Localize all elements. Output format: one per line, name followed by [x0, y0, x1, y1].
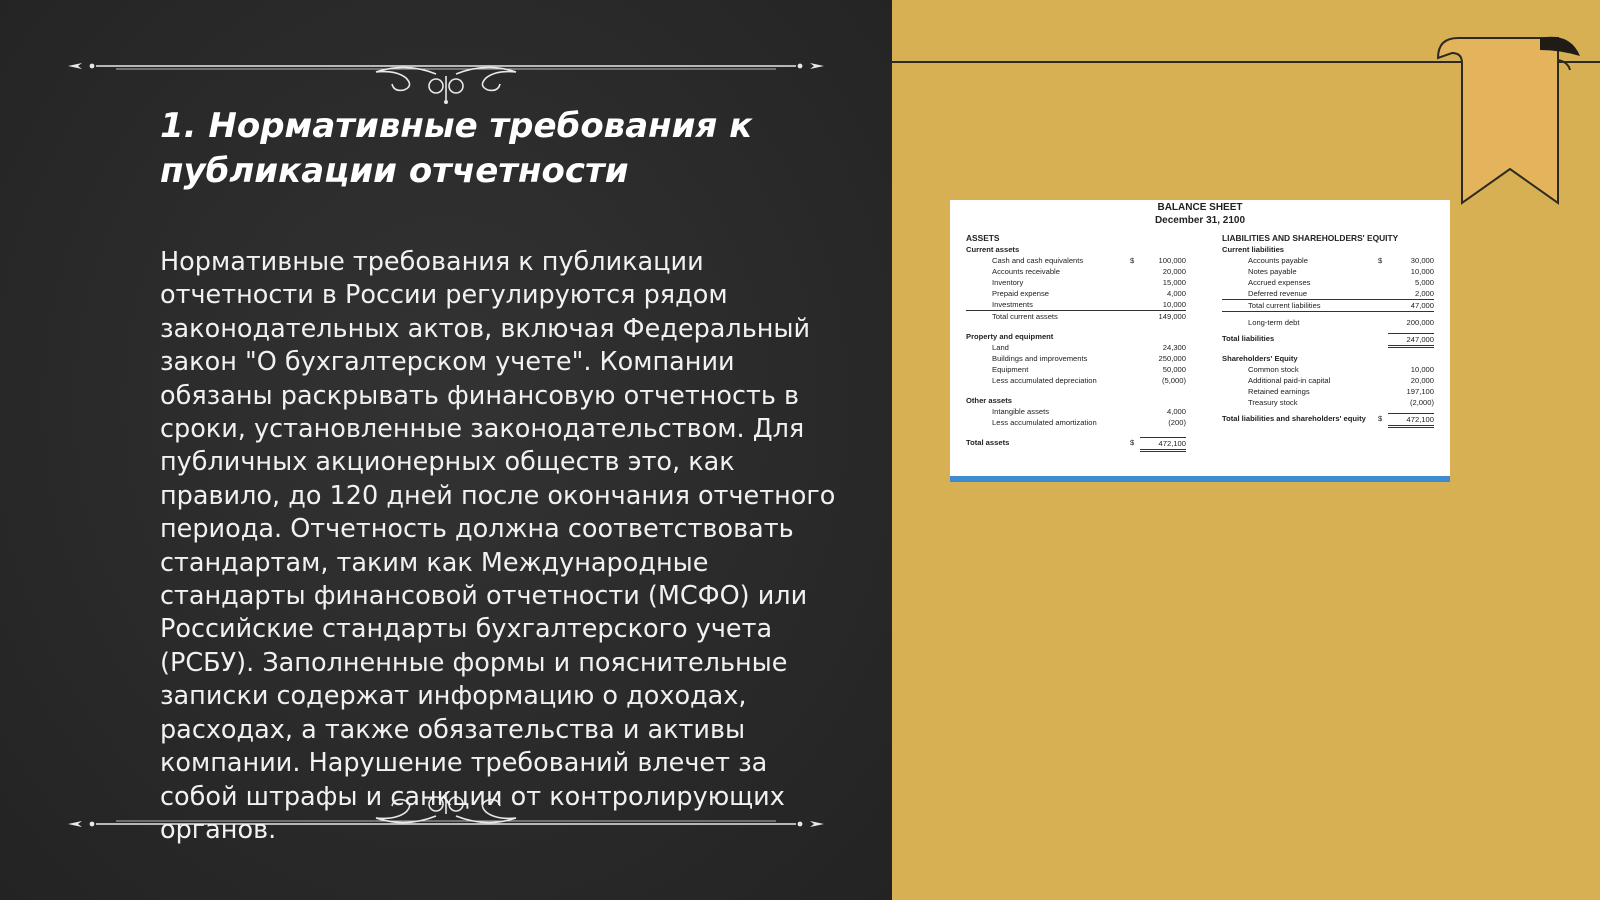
table-row: Land 24,300 — [992, 343, 1186, 352]
equity-heading: Shareholders' Equity — [1222, 354, 1298, 363]
total-liabilities-row: Total liabilities 247,000 — [1222, 333, 1434, 348]
table-row: Investments 10,000 — [966, 299, 1186, 311]
table-row: Accounts payable $ 30,000 — [1248, 256, 1434, 265]
total-current-liabilities-row: Total current liabilities 47,000 — [1222, 300, 1434, 312]
table-row: Common stock 10,000 — [1248, 365, 1434, 374]
table-row: Additional paid-in capital 20,000 — [1248, 376, 1434, 385]
table-row: Notes payable 10,000 — [1248, 267, 1434, 276]
current-assets-heading: Current assets — [966, 245, 1020, 254]
table-row: Accounts receivable 20,000 — [992, 267, 1186, 276]
slide-title: 1. Нормативные требования к публикации отчетности — [160, 106, 753, 191]
slide-body-text: Нормативные требования к публикации отчетности в России регулируются рядом законодательных актов, включая Федеральный закон "О бухгалтерском учете". Компании обязаны раскрывать финансовую отчетность в сроки, установленные законодательством. Для публичных акционерных обществ это, как правило, до 120 дней после окончания отчетного периода. Отчетность должна соответствовать стандартам, таким как Международные стандарты финансовой отчетности (МСФО) или Российские стандарты бухгалтерского учета (РСБУ). Заполненные формы и пояснительные записки содержат информацию о доходах, расходах, а также обязательства и активы компании. Нарушение требований влечет за собой штрафы и санкции от контролирующих органов. — [160, 247, 836, 845]
other-assets-heading: Other assets — [966, 396, 1013, 405]
table-row: Prepaid expense 4,000 — [992, 289, 1186, 298]
total-current-assets-row: Total current assets 149,000 — [992, 312, 1186, 321]
assets-column — [966, 233, 1186, 452]
liabilities-heading: LIABILITIES AND SHAREHOLDERS' EQUITY — [1222, 233, 1399, 243]
bookmark-ribbon-icon — [1428, 30, 1600, 205]
table-row: Inventory 15,000 — [992, 278, 1186, 287]
total-assets-row: Total assets $ 472,100 — [966, 437, 1186, 452]
current-liabilities-heading: Current liabilities — [1222, 245, 1285, 254]
table-row: Deferred revenue 2,000 — [1222, 288, 1434, 300]
table-row: Intangible assets 4,000 — [992, 407, 1186, 416]
long-term-debt-row: Long-term debt 200,000 — [1248, 318, 1434, 327]
liabilities-column — [1222, 233, 1434, 428]
table-row: Cash and cash equivalents $ 100,000 — [992, 256, 1186, 265]
table-row: Less accumulated amortization (200) — [992, 418, 1186, 427]
table-row: Buildings and improvements 250,000 — [992, 354, 1186, 363]
total-liabilities-equity-row: Total liabilities and shareholders' equity $ 472,100 — [1222, 413, 1434, 428]
table-row: Equipment 50,000 — [992, 365, 1186, 374]
table-row: Less accumulated depreciation (5,000) — [992, 376, 1186, 385]
balance-sheet-image — [950, 200, 1450, 482]
ppe-heading: Property and equipment — [966, 332, 1054, 341]
sheet-date: December 31, 2100 — [1154, 215, 1246, 226]
assets-heading: ASSETS — [966, 233, 1000, 243]
table-row: Accrued expenses 5,000 — [1248, 278, 1434, 287]
table-row: Treasury stock (2,000) — [1248, 398, 1434, 407]
table-row: Retained earnings 197,100 — [1248, 387, 1434, 396]
sheet-title: BALANCE SHEET — [1157, 202, 1243, 213]
